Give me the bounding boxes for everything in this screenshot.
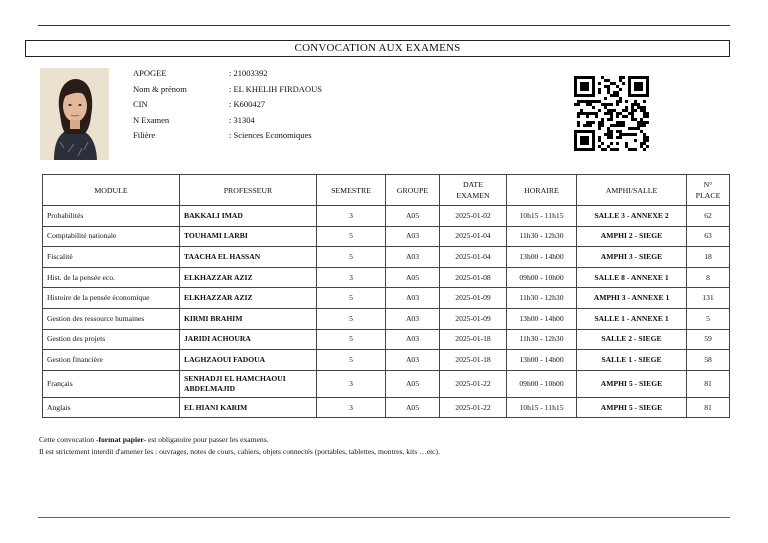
cell-module: Anglais — [43, 397, 180, 418]
table-row — [43, 226, 730, 247]
notes — [39, 434, 440, 458]
cell-horaire: 10h15 - 11h15 — [507, 397, 577, 418]
cell-module: Hist. de la pensée eco. — [43, 267, 180, 288]
cell-groupe: A03 — [386, 247, 440, 268]
cell-groupe: A03 — [386, 308, 440, 329]
cell-horaire: 13h00 - 14h00 — [507, 247, 577, 268]
cell-professeur: LAGHZAOUI FADOUA — [180, 350, 317, 371]
cell-place: 62 — [687, 206, 730, 227]
cell-amphi: AMPHI 2 - SIEGE — [577, 226, 687, 247]
cell-date: 2025-01-09 — [440, 288, 507, 309]
info-label: CIN — [133, 99, 148, 109]
cell-semestre: 5 — [317, 329, 386, 350]
table-row — [43, 329, 730, 350]
cell-professeur: JARIDI ACHOURA — [180, 329, 317, 350]
cell-horaire: 13h00 - 14h00 — [507, 308, 577, 329]
table-row — [43, 397, 730, 418]
header-place-line2: PLACE — [695, 191, 721, 200]
header-module: MODULE — [43, 175, 180, 206]
student-photo — [40, 68, 109, 160]
cell-semestre: 3 — [317, 267, 386, 288]
cell-module: Probabilités — [43, 206, 180, 227]
info-value: : 21003392 — [229, 68, 268, 78]
cell-professeur: ELKHAZZAR AZIZ — [180, 288, 317, 309]
header-professeur: PROFESSEUR — [180, 175, 317, 206]
cell-place: 131 — [687, 288, 730, 309]
cell-groupe: A05 — [386, 206, 440, 227]
header-groupe: GROUPE — [386, 175, 440, 206]
cell-date: 2025-01-22 — [440, 370, 507, 397]
cell-groupe: A05 — [386, 397, 440, 418]
info-label: N Examen — [133, 114, 170, 125]
cell-groupe: A05 — [386, 267, 440, 288]
page-title: CONVOCATION AUX EXAMENS — [25, 40, 730, 57]
cell-place: 18 — [687, 247, 730, 268]
cell-amphi: AMPHI 3 - ANNEXE 1 — [577, 288, 687, 309]
cell-date: 2025-01-22 — [440, 397, 507, 418]
cell-place: 5 — [687, 308, 730, 329]
cell-place: 63 — [687, 226, 730, 247]
header-amphi: AMPHI/SALLE — [577, 175, 687, 206]
cell-semestre: 5 — [317, 288, 386, 309]
cell-semestre: 3 — [317, 370, 386, 397]
cell-date: 2025-01-04 — [440, 247, 507, 268]
cell-horaire: 09h00 - 10h00 — [507, 370, 577, 397]
cell-semestre: 3 — [317, 397, 386, 418]
cell-professeur: ELKHAZZAR AZIZ — [180, 267, 317, 288]
table-row — [43, 206, 730, 227]
note-line-1 — [39, 434, 440, 446]
header-horaire: HORAIRE — [507, 175, 577, 206]
cell-module: Gestion financière — [43, 350, 180, 371]
exam-table — [42, 174, 730, 418]
cell-place: 81 — [687, 397, 730, 418]
cell-professeur: TOUHAMI LARBI — [180, 226, 317, 247]
header-place — [687, 175, 730, 206]
note-text: est obligatoire pour passer les examens. — [146, 435, 269, 444]
cell-professeur: TAACHA EL HASSAN — [180, 247, 317, 268]
table-row — [43, 247, 730, 268]
cell-groupe: A03 — [386, 226, 440, 247]
cell-groupe: A03 — [386, 350, 440, 371]
cell-horaire: 13h00 - 14h00 — [507, 350, 577, 371]
cell-amphi: SALLE 1 - ANNEXE 1 — [577, 308, 687, 329]
header-date-line1: DATE — [463, 180, 483, 189]
cell-professeur: EL HIANI KARIM — [180, 397, 317, 418]
note-bold-text: -format papier- — [95, 435, 147, 444]
cell-place: 59 — [687, 329, 730, 350]
cell-place: 8 — [687, 267, 730, 288]
table-header-row — [43, 175, 730, 206]
cell-date: 2025-01-08 — [440, 267, 507, 288]
cell-module: Comptabilité nationale — [43, 226, 180, 247]
cell-amphi: AMPHI 5 - SIEGE — [577, 370, 687, 397]
info-label: APOGEE — [133, 68, 167, 78]
cell-semestre: 5 — [317, 226, 386, 247]
cell-amphi: AMPHI 5 - SIEGE — [577, 397, 687, 418]
cell-semestre: 5 — [317, 308, 386, 329]
table-row — [43, 350, 730, 371]
cell-date: 2025-01-18 — [440, 329, 507, 350]
info-value: : Sciences Economiques — [229, 130, 312, 140]
cell-groupe: A05 — [386, 370, 440, 397]
cell-horaire: 11h30 - 12h30 — [507, 329, 577, 350]
bottom-rule — [38, 517, 730, 518]
cell-horaire: 11h30 - 12h30 — [507, 226, 577, 247]
top-rule — [38, 25, 730, 26]
cell-date: 2025-01-04 — [440, 226, 507, 247]
cell-place: 81 — [687, 370, 730, 397]
cell-horaire: 10h15 - 11h15 — [507, 206, 577, 227]
cell-horaire: 09h00 - 10h00 — [507, 267, 577, 288]
cell-semestre: 5 — [317, 247, 386, 268]
cell-place: 58 — [687, 350, 730, 371]
cell-amphi: AMPHI 3 - SIEGE — [577, 247, 687, 268]
table-row — [43, 370, 730, 397]
cell-semestre: 5 — [317, 350, 386, 371]
note-text: Cette convocation — [39, 435, 96, 444]
cell-professeur: KIRMI BRAHIM — [180, 308, 317, 329]
cell-date: 2025-01-09 — [440, 308, 507, 329]
cell-amphi: SALLE 8 - ANNEXE 1 — [577, 267, 687, 288]
cell-amphi: SALLE 2 - SIEGE — [577, 329, 687, 350]
note-line-2: Il est strictement interdit d'amener les : ouvrages, notes de cours, cahiers, objets connectés (portables, tablettes, montres, kits …etc). — [39, 447, 440, 456]
cell-module: Fiscalité — [43, 247, 180, 268]
header-semestre: SEMESTRE — [317, 175, 386, 206]
cell-groupe: A03 — [386, 329, 440, 350]
info-value: : K600427 — [229, 99, 266, 109]
cell-horaire: 11h30 - 12h30 — [507, 288, 577, 309]
info-value: : 31304 — [229, 114, 255, 125]
table-row — [43, 288, 730, 309]
cell-groupe: A03 — [386, 288, 440, 309]
cell-amphi: SALLE 1 - SIEGE — [577, 350, 687, 371]
cell-module: Gestion des ressource humaines — [43, 308, 180, 329]
cell-module: Français — [43, 370, 180, 397]
table-row — [43, 308, 730, 329]
cell-module: Histoire de la pensée économique — [43, 288, 180, 309]
cell-date: 2025-01-18 — [440, 350, 507, 371]
header-date-line2: EXAMEN — [456, 191, 490, 200]
info-label: Filière — [133, 130, 156, 140]
cell-professeur: SENHADJI EL HAMCHAOUI ABDELMAJID — [180, 370, 317, 397]
header-date — [440, 175, 507, 206]
table-row — [43, 267, 730, 288]
cell-module: Gestion des projets — [43, 329, 180, 350]
cell-date: 2025-01-02 — [440, 206, 507, 227]
cell-semestre: 3 — [317, 206, 386, 227]
header-place-line1: N° — [703, 180, 713, 189]
qr-code-icon — [574, 76, 649, 151]
info-value: : EL KHELIH FIRDAOUS — [229, 83, 322, 94]
cell-professeur: BAKKALI IMAD — [180, 206, 317, 227]
info-label: Nom & prénom — [133, 83, 187, 94]
cell-amphi: SALLE 3 - ANNEXE 2 — [577, 206, 687, 227]
